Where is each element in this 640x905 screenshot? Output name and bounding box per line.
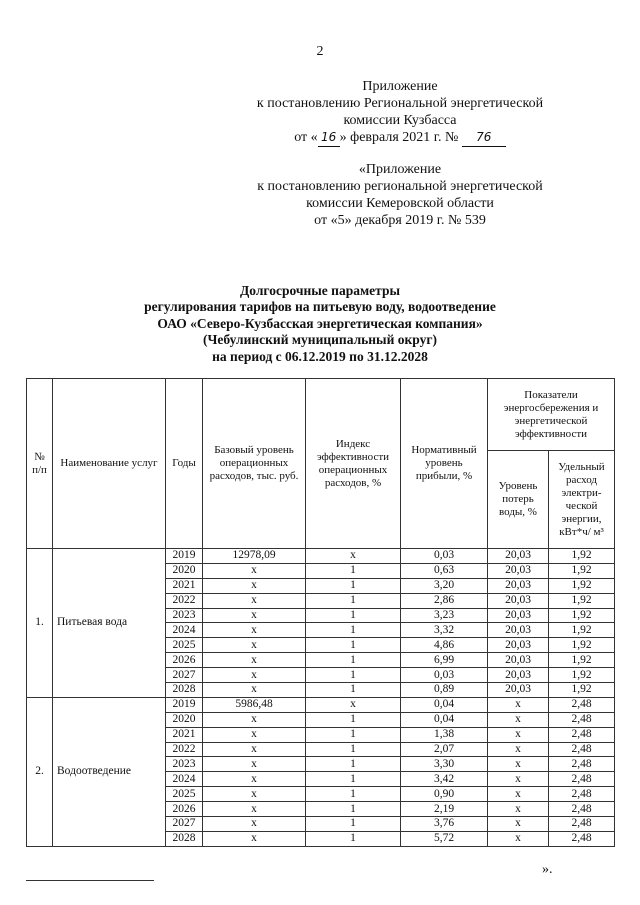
energy-use-cell: 1,92 xyxy=(549,683,615,698)
date-number-handwritten: 76 xyxy=(462,129,506,147)
table-row xyxy=(27,697,615,712)
efficiency-index-cell: х xyxy=(306,549,401,564)
appendix-current xyxy=(230,78,570,147)
water-loss-cell: 20,03 xyxy=(488,578,549,593)
efficiency-index-cell: 1 xyxy=(306,623,401,638)
energy-use-cell: 1,92 xyxy=(549,608,615,623)
profit-level-cell: 3,20 xyxy=(401,578,488,593)
profit-level-cell: 0,03 xyxy=(401,549,488,564)
profit-level-cell: 0,04 xyxy=(401,712,488,727)
base-costs-cell: х xyxy=(203,817,306,832)
efficiency-index-cell: 1 xyxy=(306,578,401,593)
date-prefix: от « xyxy=(294,130,318,145)
efficiency-index-cell: 1 xyxy=(306,817,401,832)
profit-level-cell: 1,38 xyxy=(401,727,488,742)
efficiency-index-cell: 1 xyxy=(306,831,401,846)
year-cell: 2019 xyxy=(166,697,203,712)
water-loss-cell: 20,03 xyxy=(488,623,549,638)
base-costs-cell: х xyxy=(203,638,306,653)
year-cell: 2023 xyxy=(166,757,203,772)
water-loss-cell: 20,03 xyxy=(488,563,549,578)
profit-level-cell: 0,90 xyxy=(401,787,488,802)
base-costs-cell: х xyxy=(203,757,306,772)
efficiency-index-cell: 1 xyxy=(306,742,401,757)
efficiency-index-cell: 1 xyxy=(306,683,401,698)
title-line3: ОАО «Северо-Кузбасская энергетическая компания» xyxy=(157,315,483,331)
base-costs-cell: 5986,48 xyxy=(203,697,306,712)
efficiency-index-cell: 1 xyxy=(306,802,401,817)
appendix-previous-line2: к постановлению региональной энергетической xyxy=(257,179,543,194)
energy-use-cell: 2,48 xyxy=(549,727,615,742)
base-costs-cell: х xyxy=(203,712,306,727)
year-cell: 2022 xyxy=(166,593,203,608)
tariff-parameters-table xyxy=(26,378,615,847)
group-number: 1. xyxy=(27,549,53,698)
base-costs-cell: х xyxy=(203,623,306,638)
water-loss-cell: х xyxy=(488,742,549,757)
water-loss-cell: х xyxy=(488,727,549,742)
efficiency-index-cell: 1 xyxy=(306,638,401,653)
appendix-current-line1: Приложение xyxy=(362,79,438,94)
efficiency-index-cell: 1 xyxy=(306,712,401,727)
table-row xyxy=(27,549,615,564)
table-body xyxy=(27,549,615,847)
year-cell: 2025 xyxy=(166,638,203,653)
year-cell: 2025 xyxy=(166,787,203,802)
water-loss-cell: х xyxy=(488,772,549,787)
date-mid: » февраля 2021 г. № xyxy=(339,130,459,145)
water-loss-cell: 20,03 xyxy=(488,593,549,608)
year-cell: 2027 xyxy=(166,817,203,832)
profit-level-cell: 3,23 xyxy=(401,608,488,623)
base-costs-cell: х xyxy=(203,831,306,846)
header-water-loss: Уровень потерь воды, % xyxy=(488,451,549,549)
water-loss-cell: 20,03 xyxy=(488,683,549,698)
base-costs-cell: х xyxy=(203,802,306,817)
year-cell: 2028 xyxy=(166,831,203,846)
energy-use-cell: 2,48 xyxy=(549,802,615,817)
base-costs-cell: х xyxy=(203,742,306,757)
profit-level-cell: 0,03 xyxy=(401,668,488,683)
date-day-handwritten: 16 xyxy=(318,129,340,147)
base-costs-cell: х xyxy=(203,668,306,683)
energy-use-cell: 2,48 xyxy=(549,697,615,712)
energy-use-cell: 1,92 xyxy=(549,549,615,564)
energy-use-cell: 2,48 xyxy=(549,831,615,846)
appendix-previous-line4: от «5» декабря 2019 г. № 539 xyxy=(314,213,486,228)
efficiency-index-cell: 1 xyxy=(306,608,401,623)
year-cell: 2020 xyxy=(166,712,203,727)
header-profit-level: Нормативный уровень прибыли, % xyxy=(401,379,488,549)
document-title xyxy=(40,283,600,365)
efficiency-index-cell: 1 xyxy=(306,757,401,772)
header-years: Годы xyxy=(166,379,203,549)
profit-level-cell: 0,04 xyxy=(401,697,488,712)
title-line2: регулирования тарифов на питьевую воду, водоотведение xyxy=(144,299,496,315)
energy-use-cell: 1,92 xyxy=(549,638,615,653)
appendix-previous-line1: «Приложение xyxy=(358,162,442,177)
efficiency-index-cell: 1 xyxy=(306,563,401,578)
water-loss-cell: 20,03 xyxy=(488,638,549,653)
appendix-current-line3: комиссии Кузбасса xyxy=(343,113,457,128)
group-number: 2. xyxy=(27,697,53,846)
water-loss-cell: 20,03 xyxy=(488,549,549,564)
header-base-costs: Базовый уровень операционных расходов, тыс. руб. xyxy=(203,379,306,549)
service-name: Водоотведение xyxy=(53,697,166,846)
year-cell: 2022 xyxy=(166,742,203,757)
base-costs-cell: х xyxy=(203,683,306,698)
profit-level-cell: 3,32 xyxy=(401,623,488,638)
year-cell: 2020 xyxy=(166,563,203,578)
year-cell: 2024 xyxy=(166,623,203,638)
water-loss-cell: х xyxy=(488,757,549,772)
year-cell: 2028 xyxy=(166,683,203,698)
appendix-previous xyxy=(230,161,570,229)
efficiency-index-cell: х xyxy=(306,697,401,712)
energy-use-cell: 2,48 xyxy=(549,712,615,727)
appendix-current-line2: к постановлению Региональной энергетической xyxy=(256,96,544,111)
closing-quote: ». xyxy=(542,862,553,877)
base-costs-cell: х xyxy=(203,772,306,787)
profit-level-cell: 0,63 xyxy=(401,563,488,578)
base-costs-cell: х xyxy=(203,578,306,593)
year-cell: 2019 xyxy=(166,549,203,564)
profit-level-cell: 2,07 xyxy=(401,742,488,757)
efficiency-index-cell: 1 xyxy=(306,668,401,683)
profit-level-cell: 3,42 xyxy=(401,772,488,787)
energy-use-cell: 1,92 xyxy=(549,623,615,638)
water-loss-cell: х xyxy=(488,712,549,727)
energy-use-cell: 2,48 xyxy=(549,757,615,772)
water-loss-cell: х xyxy=(488,817,549,832)
page-number: 2 xyxy=(316,44,324,59)
profit-level-cell: 3,30 xyxy=(401,757,488,772)
water-loss-cell: х xyxy=(488,831,549,846)
year-cell: 2023 xyxy=(166,608,203,623)
energy-use-cell: 2,48 xyxy=(549,817,615,832)
year-cell: 2024 xyxy=(166,772,203,787)
profit-level-cell: 5,72 xyxy=(401,831,488,846)
year-cell: 2021 xyxy=(166,578,203,593)
year-cell: 2027 xyxy=(166,668,203,683)
energy-use-cell: 1,92 xyxy=(549,653,615,668)
energy-use-cell: 1,92 xyxy=(549,593,615,608)
year-cell: 2026 xyxy=(166,653,203,668)
header-efficiency-index: Индекс эффективности операционных расходов, % xyxy=(306,379,401,549)
year-cell: 2021 xyxy=(166,727,203,742)
energy-use-cell: 2,48 xyxy=(549,742,615,757)
water-loss-cell: х xyxy=(488,802,549,817)
base-costs-cell: х xyxy=(203,653,306,668)
water-loss-cell: 20,03 xyxy=(488,608,549,623)
profit-level-cell: 2,86 xyxy=(401,593,488,608)
efficiency-index-cell: 1 xyxy=(306,593,401,608)
profit-level-cell: 4,86 xyxy=(401,638,488,653)
energy-use-cell: 2,48 xyxy=(549,772,615,787)
water-loss-cell: 20,03 xyxy=(488,668,549,683)
energy-use-cell: 1,92 xyxy=(549,668,615,683)
efficiency-index-cell: 1 xyxy=(306,787,401,802)
profit-level-cell: 0,89 xyxy=(401,683,488,698)
efficiency-index-cell: 1 xyxy=(306,772,401,787)
water-loss-cell: 20,03 xyxy=(488,653,549,668)
base-costs-cell: х xyxy=(203,787,306,802)
efficiency-index-cell: 1 xyxy=(306,727,401,742)
header-service: Наименование услуг xyxy=(53,379,166,549)
energy-use-cell: 2,48 xyxy=(549,787,615,802)
profit-level-cell: 6,99 xyxy=(401,653,488,668)
efficiency-index-cell: 1 xyxy=(306,653,401,668)
profit-level-cell: 2,19 xyxy=(401,802,488,817)
header-num: № п/п xyxy=(27,379,53,549)
footnote-divider xyxy=(26,880,154,881)
year-cell: 2026 xyxy=(166,802,203,817)
header-indicators: Показатели энергосбережения и энергетической эффективности xyxy=(488,379,615,451)
title-line5: на период с 06.12.2019 по 31.12.2028 xyxy=(212,348,428,364)
energy-use-cell: 1,92 xyxy=(549,578,615,593)
profit-level-cell: 3,76 xyxy=(401,817,488,832)
title-line1: Долгосрочные параметры xyxy=(240,283,400,298)
energy-use-cell: 1,92 xyxy=(549,563,615,578)
appendix-current-date xyxy=(230,129,570,147)
base-costs-cell: 12978,09 xyxy=(203,549,306,564)
header-energy-use: Удельный расход электри-ческой энергии, кВт*ч/ м³ xyxy=(549,451,615,549)
base-costs-cell: х xyxy=(203,608,306,623)
title-line4: (Чебулинский муниципальный округ) xyxy=(202,332,437,348)
base-costs-cell: х xyxy=(203,593,306,608)
base-costs-cell: х xyxy=(203,727,306,742)
appendix-previous-line3: комиссии Кемеровской области xyxy=(306,196,494,211)
service-name: Питьевая вода xyxy=(53,549,166,698)
water-loss-cell: х xyxy=(488,787,549,802)
base-costs-cell: х xyxy=(203,563,306,578)
water-loss-cell: х xyxy=(488,697,549,712)
